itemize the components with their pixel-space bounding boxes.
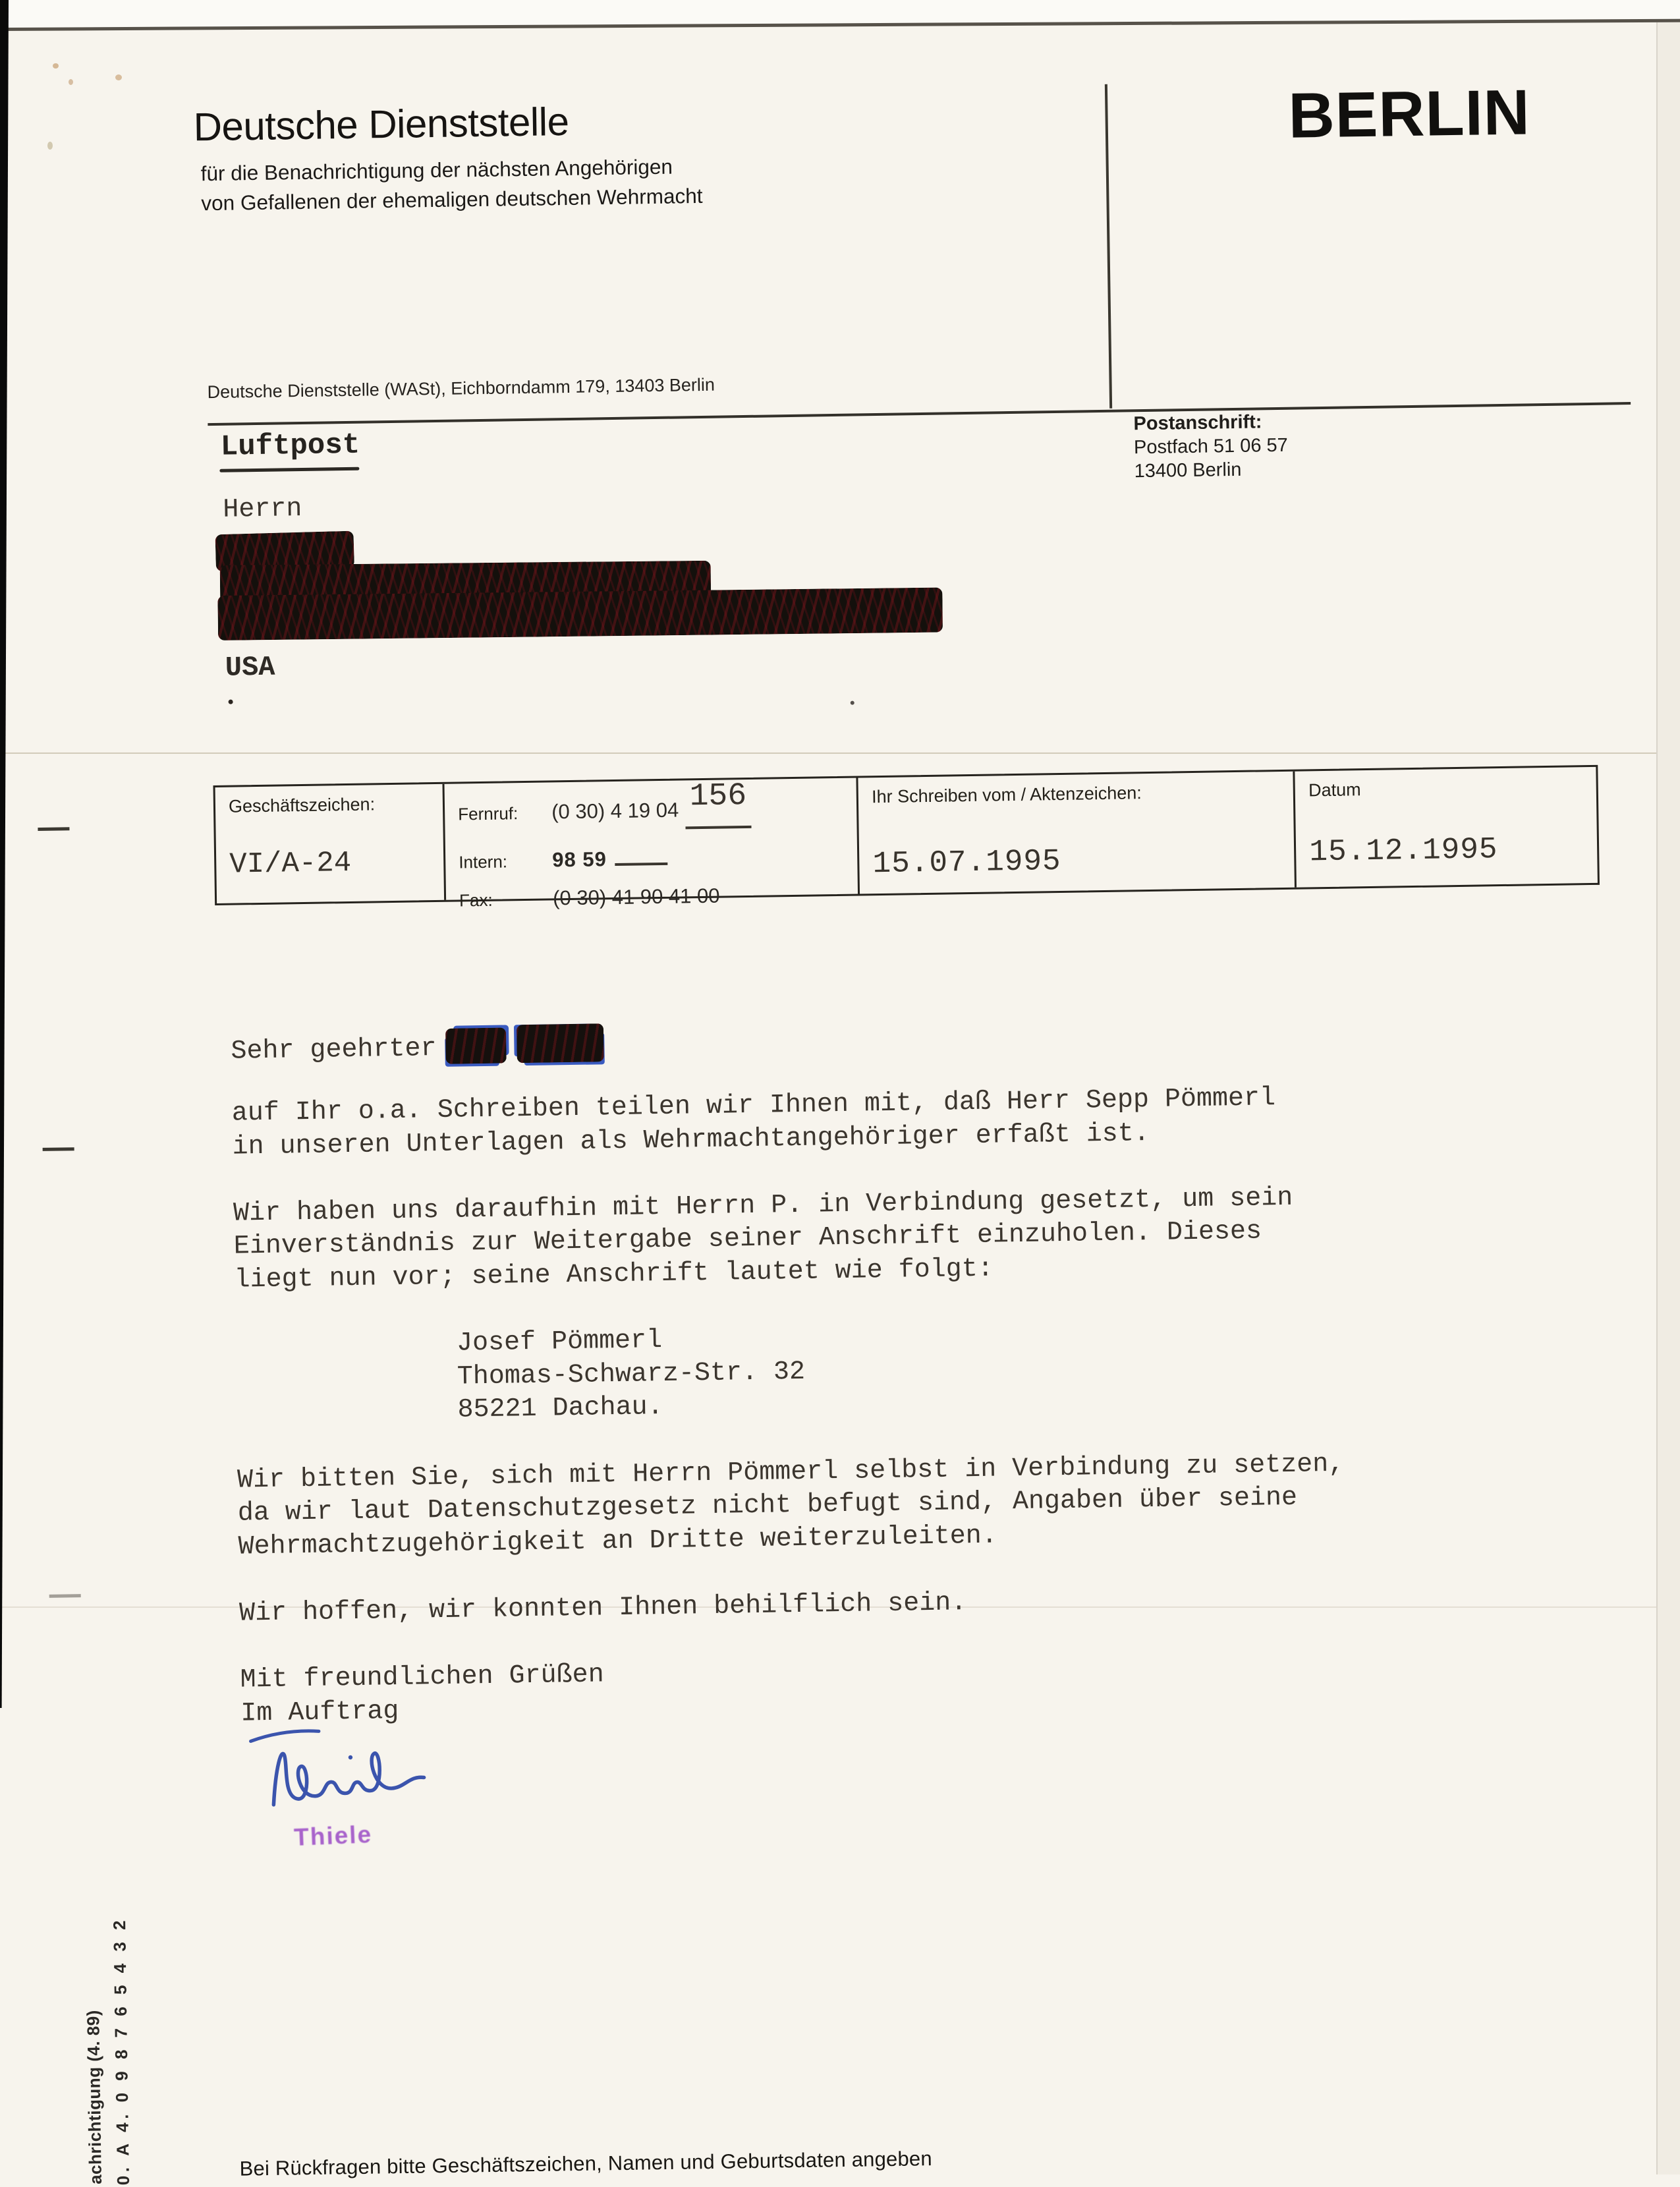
- gz-value: VI/A-24: [229, 846, 352, 882]
- letter-line: Wir bitten Sie, sich mit Herrn Pömmerl selbst in Verbindung zu setzen,: [237, 1449, 1345, 1496]
- signature-stroke: [271, 1747, 426, 1805]
- fax-row: [459, 882, 845, 912]
- postal-label: Postanschrift:: [1133, 411, 1262, 435]
- letter-line: da wir laut Datenschutzgesetz nicht befugt sind, Angaben über seine: [237, 1483, 1298, 1529]
- letter-line: Wehrmachtzugehörigkeit an Dritte weiterzuleiten.: [238, 1521, 998, 1562]
- fold-mark: [49, 1594, 81, 1598]
- cell-datum: [1295, 767, 1598, 888]
- letter-line: Mit freundlichen Grüßen: [240, 1660, 605, 1695]
- sender-return-address: Deutsche Dienststelle (WASt), Eichborndamm 179, 13403 Berlin: [207, 374, 715, 403]
- org-name: Deutsche Dienststelle: [193, 99, 569, 150]
- intern-value: 98 59: [552, 847, 607, 872]
- form-code-text: achrichtigung (4. 89): [83, 2009, 105, 2185]
- handwritten-signature: [238, 1711, 460, 1821]
- letter-line: Im Auftrag: [240, 1696, 399, 1729]
- letter-line: in unseren Unterlagen als Wehrmachtangehöriger erfaßt ist.: [232, 1118, 1150, 1162]
- name-stamp: Thiele: [293, 1821, 373, 1851]
- fold-mark: [38, 827, 69, 831]
- pen-underline: [250, 1730, 319, 1742]
- mail-mode-label: Luftpost: [220, 428, 360, 464]
- letter-line: liegt nun vor; seine Anschrift lautet wie folgt:: [234, 1254, 994, 1295]
- salutation-text: Sehr geehrter: [231, 1034, 437, 1067]
- fax-label: Fax:: [459, 890, 493, 911]
- mail-mode-underline: [219, 467, 359, 472]
- intern-blank-underline: [615, 845, 667, 866]
- org-subtitle-line-2: von Gefallenen der ehemaligen deutschen Wehrmacht: [201, 183, 703, 215]
- letter-body-text: [232, 1081, 1348, 1731]
- fernruf-row: [458, 778, 844, 833]
- fernruf-extension-underline: [685, 778, 752, 829]
- recipient-title: Herrn: [222, 494, 302, 525]
- salutation-line: [231, 1023, 604, 1067]
- fernruf-value: (0 30) 4 19 04: [551, 798, 679, 824]
- city-logo: BERLIN: [1287, 76, 1531, 152]
- letter-line: Einverständnis zur Weitergabe seiner Anschrift einzuholen. Dieses: [233, 1216, 1262, 1263]
- postal-address-block: [1133, 410, 1288, 483]
- letter-line: Josef Pömmerl: [235, 1326, 663, 1362]
- paper-speck: [69, 79, 73, 85]
- letter-line: Thomas-Schwarz-Str. 32: [235, 1357, 806, 1396]
- sender-rule-line: [208, 402, 1631, 426]
- postal-line-1: Postfach 51 06 57: [1133, 434, 1289, 459]
- gz-label: Geschäftszeichen:: [228, 794, 376, 816]
- intern-label: Intern:: [459, 851, 508, 872]
- fold-mark: [43, 1147, 74, 1151]
- recipient-country: USA: [225, 651, 275, 684]
- cell-geschaeftszeichen: [215, 784, 447, 903]
- schreiben-label: Ihr Schreiben vom / Aktenzeichen:: [871, 783, 1142, 807]
- stray-mark: [229, 700, 233, 704]
- letter-line: Wir hoffen, wir konnten Ihnen behilflich sein.: [238, 1588, 967, 1629]
- cell-ihr-schreiben: [858, 772, 1297, 894]
- redacted-recipient-city: [217, 588, 943, 640]
- postal-line-2: 13400 Berlin: [1134, 459, 1242, 482]
- org-subtitle-line-1: für die Benachrichtigung der nächsten Angehörigen: [200, 154, 673, 186]
- redacted-salutation-name-1: [445, 1027, 507, 1064]
- signature-i-dot: [349, 1755, 353, 1760]
- schreiben-value: 15.07.1995: [872, 843, 1061, 882]
- paper-speck: [47, 142, 53, 150]
- paper-speck: [115, 74, 122, 80]
- datum-label: Datum: [1308, 780, 1361, 801]
- letter-line: Wir haben uns daraufhin mit Herrn P. in Verbindung gesetzt, um sein: [233, 1183, 1293, 1229]
- fax-value: (0 30) 41 90 41 00: [552, 884, 720, 910]
- letter-line: 85221 Dachau.: [236, 1392, 664, 1429]
- datum-value: 15.12.1995: [1309, 832, 1498, 870]
- fernruf-extension: 156: [689, 778, 747, 815]
- reference-table: [213, 765, 1599, 911]
- header-vertical-divider: [1105, 84, 1112, 409]
- cell-contact-numbers: [445, 778, 860, 911]
- fernruf-label: Fernruf:: [458, 803, 518, 824]
- redacted-salutation-name-2: [517, 1023, 604, 1063]
- footer-note: Bei Rückfragen bitte Geschäftszeichen, Namen und Geburtsdaten angeben: [239, 2147, 933, 2180]
- org-subtitle: [200, 152, 702, 218]
- form-code-digits: 0. A 4. 0 9 8 7 6 5 4 3 2: [109, 1916, 133, 2186]
- stray-mark: [851, 701, 854, 705]
- intern-row: [459, 843, 845, 874]
- paper-speck: [53, 63, 59, 69]
- letter-line: auf Ihr o.a. Schreiben teilen wir Ihnen mit, daß Herr Sepp Pömmerl: [231, 1083, 1276, 1129]
